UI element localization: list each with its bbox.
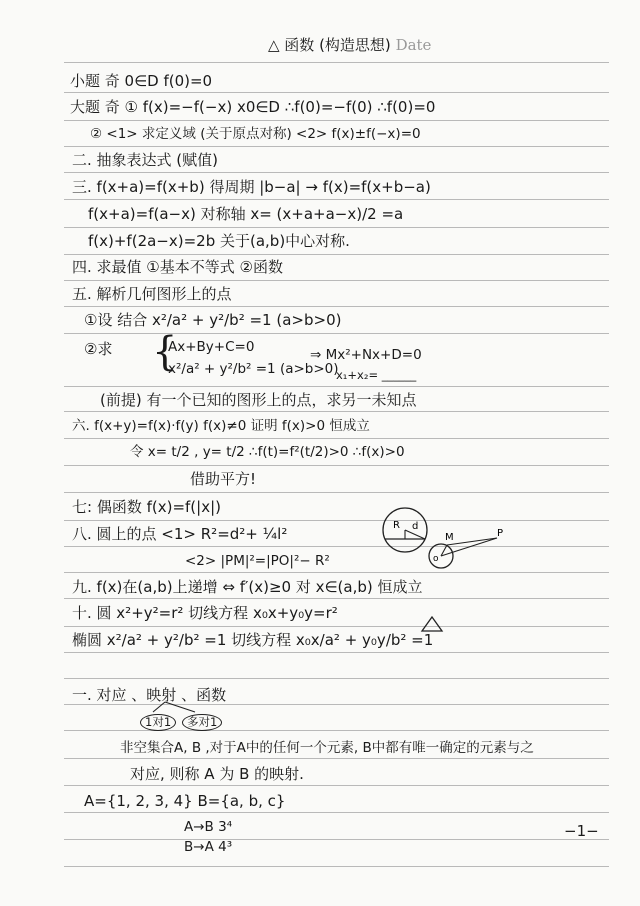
section-5-note: (前提) 有一个已知的图形上的点，求另一未知点 — [100, 391, 417, 409]
section-6-sub: 令 x= t/2 , y= t/2 ∴f(t)=f²(t/2)>0 ∴f(x)>0 — [130, 444, 405, 460]
section-8-sub: <2> |PM|²=|PO|²− R² — [185, 553, 330, 569]
section-8-heading: 八. 圆上的点 <1> R²=d²+ ¼l² — [72, 525, 288, 543]
section-2-heading: 二. 抽象表达式 (赋值) — [72, 151, 219, 169]
label-r: R — [393, 520, 400, 531]
system-result: ⇒ Mx²+Nx+D=0 — [310, 347, 422, 363]
label-m: M — [445, 532, 454, 543]
section-6-note: 借助平方! — [190, 470, 257, 488]
domain-line: ② <1> 求定义域 (关于原点对称) <2> f(x)±f(−x)=0 — [90, 126, 421, 142]
ruled-line — [64, 227, 609, 228]
section-10-ellipse: 椭圆 x²/a² + y²/b² =1 切线方程 x₀x/a² + y₀y/b² =1 — [72, 631, 434, 649]
ruled-line — [64, 62, 609, 63]
section-5-heading: 五. 解析几何图形上的点 — [72, 285, 232, 303]
sets-line: A={1, 2, 3, 4} B={a, b, c} — [84, 792, 286, 810]
mapping-definition: 非空集合A, B ,对于A中的任何一个元素, B中都有唯一确定的元素与之 — [120, 740, 534, 756]
ruled-line — [64, 866, 609, 867]
tag-one-to-one-label: 1对1 — [140, 714, 176, 731]
ruled-line — [64, 598, 609, 599]
system-eq-line: Ax+By+C=0 — [168, 339, 255, 355]
label-p: P — [497, 528, 504, 539]
tag-many-to-one-label: 多对1 — [182, 714, 222, 731]
mapping-definition-2: 对应, 则称 A 为 B 的映射. — [130, 765, 304, 783]
section-5-ask: ②求 — [84, 340, 113, 358]
ruled-line — [64, 492, 609, 493]
center-symmetry-line: f(x)+f(2a−x)=2b 关于(a,b)中心对称. — [88, 232, 350, 250]
part-2-heading: 一. 对应 、映射 、函数 — [72, 686, 227, 704]
ruled-line — [64, 520, 609, 521]
ruled-line — [64, 146, 609, 147]
section-9-heading: 九. f(x)在(a,b)上递增 ⇔ f′(x)≥0 对 x∈(a,b) 恒成立 — [72, 578, 423, 596]
ruled-line — [64, 92, 609, 93]
label-o: o — [433, 554, 439, 564]
ruled-line — [64, 758, 609, 759]
ruled-line — [64, 626, 609, 627]
system-eq-ellipse: x²/a² + y²/b² =1 (a>b>0) — [168, 361, 339, 377]
section-10-heading: 十. 圆 x²+y²=r² 切线方程 x₀x+y₀y=r² — [72, 604, 338, 622]
ruled-line — [64, 254, 609, 255]
ruled-line — [64, 678, 609, 679]
section-5-set-line: ①设 结合 x²/a² + y²/b² =1 (a>b>0) — [84, 311, 342, 329]
system-brace: { — [152, 329, 178, 375]
tangent-figure — [425, 530, 505, 575]
ruled-line — [64, 172, 609, 173]
ruled-line — [64, 199, 609, 200]
page-number: −1− — [564, 822, 599, 840]
page-header — [268, 34, 431, 55]
date-label: Date — [395, 36, 432, 54]
symmetry-axis-line: f(x+a)=f(a−x) 对称轴 x= (x+a+a−x)/2 =a — [88, 205, 404, 223]
tag-many-to-one — [182, 713, 222, 731]
ruled-line — [64, 411, 609, 412]
count-a-to-b: A→B 3⁴ — [184, 819, 233, 835]
tag-one-to-one — [140, 713, 176, 731]
big-problem-line: 大题 奇 ① f(x)=−f(−x) x0∈D ∴f(0)=−f(0) ∴f(0)=0 — [70, 98, 436, 116]
ruled-line — [64, 839, 609, 840]
ruled-line — [64, 280, 609, 281]
page-title: △ 函数 (构造思想) — [268, 36, 391, 54]
ruled-line — [64, 812, 609, 813]
ruled-line — [64, 438, 609, 439]
ruled-line — [64, 652, 609, 653]
section-6-heading: 六. f(x+y)=f(x)·f(y) f(x)≠0 证明 f(x)>0 恒成立 — [72, 418, 370, 434]
ruled-line — [64, 546, 609, 547]
ruled-line — [64, 785, 609, 786]
triangle-mark — [420, 615, 444, 635]
system-sum: x₁+x₂= ______ — [336, 368, 417, 382]
ruled-line — [64, 306, 609, 307]
section-4-heading: 四. 求最值 ①基本不等式 ②函数 — [72, 258, 283, 276]
ruled-line — [64, 386, 609, 387]
small-problem-line: 小题 奇 0∈D f(0)=0 — [70, 72, 213, 90]
section-7-heading: 七: 偶函数 f(x)=f(|x|) — [72, 498, 221, 516]
ruled-line — [64, 120, 609, 121]
ruled-line — [64, 572, 609, 573]
section-3-heading: 三. f(x+a)=f(x+b) 得周期 |b−a| → f(x)=f(x+b−a) — [72, 178, 431, 196]
ruled-line — [64, 333, 609, 334]
ruled-line — [64, 465, 609, 466]
label-d: d — [412, 521, 419, 532]
count-b-to-a: B→A 4³ — [184, 839, 233, 855]
